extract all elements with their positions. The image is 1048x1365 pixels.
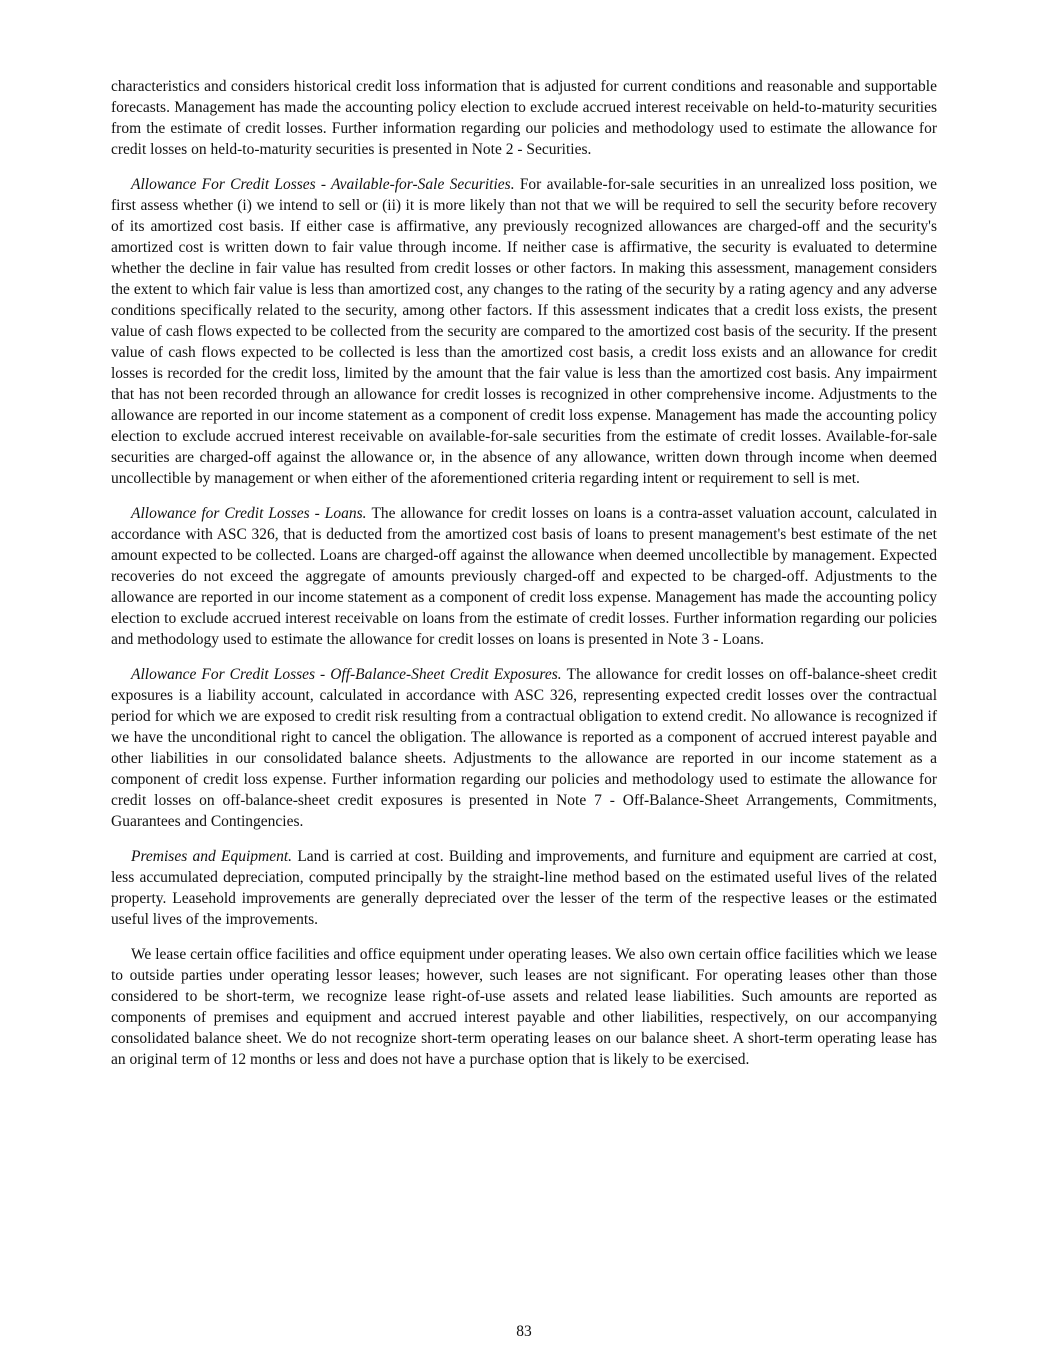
paragraph-off-balance-sheet (111, 664, 937, 832)
document-body (111, 76, 937, 1084)
paragraph-text: The allowance for credit losses on loans is a contra-asset valuation account, calculated in accordance with ASC 326, that is deducted from the amortized cost basis of loans to present management's best estimate of the net amount expected to be collected. Loans are charged-off against the allowance when deemed uncollectible by management. Expected recoveries do not exceed the aggregate of amounts previously charged-off and expected to be charged-off. Adjustments to the allowance are reported in our income statement as a component of credit loss expense. Management has made the accounting policy election to exclude accrued interest receivable on loans from the estimate of credit losses. Further information regarding our policies and methodology used to estimate the allowance for credit losses on loans is presented in Note 3 - Loans. (111, 505, 937, 648)
paragraph-heading: Premises and Equipment. (131, 848, 298, 865)
paragraph-text: For available-for-sale securities in an unrealized loss position, we first assess whether (i) we intend to sell or (ii) it is more likely than not that we will be required to sell the security before recovery of its amortized cost basis. If either case is affirmative, any previously recognized allowances are charged-off and the security's amortized cost is written down to fair value through income. If neither case is affirmative, the security is evaluated to determine whether the decline in fair value has resulted from credit losses or other factors. In making this assessment, management considers the extent to which fair value is less than amortized cost, any changes to the rating of the security by a rating agency and any adverse conditions specifically related to the security, among other factors. If this assessment indicates that a credit loss exists, the present value of cash flows expected to be collected from the security are compared to the amortized cost basis of the security. If the present value of cash flows expected to be collected is less than the amortized cost basis, a credit loss exists and an allowance for credit losses is recorded for the credit loss, limited by the amount that the fair value is less than the amortized cost basis. Any impairment that has not been recorded through an allowance for credit losses is recognized in other comprehensive income. Adjustments to the allowance are reported in our income statement as a component of credit loss expense. Management has made the accounting policy election to exclude accrued interest receivable on available-for-sale securities from the estimate of credit losses. Available-for-sale securities are charged-off against the allowance or, in the absence of any allowance, written down through income when deemed uncollectible by management or when either of the aforementioned criteria regarding intent or requirement to sell is met. (111, 176, 937, 487)
paragraph-text: Land is carried at cost. Building and improvements, and furniture and equipment are carried at cost, less accumulated depreciation, computed principally by the straight-line method based on the estimated useful lives of the related property. Leasehold improvements are generally depreciated over the lesser of the term of the respective leases or the estimated useful lives of the improvements. (111, 848, 938, 928)
page-number: 83 (516, 1323, 532, 1340)
paragraph-heading: Allowance For Credit Losses - Off-Balance-Sheet Credit Exposures. (131, 666, 567, 683)
paragraph-text: characteristics and considers historical credit loss information that is adjusted for current conditions and reasonable and supportable forecasts. Management has made the accounting policy election to exclude accrued interest receivable on held-to-maturity securities from the estimate of credit losses. Further information regarding our policies and methodology used to estimate the allowance for credit losses on held-to-maturity securities is presented in Note 2 - Securities. (111, 78, 937, 158)
paragraph-afs-securities (111, 174, 937, 489)
paragraph-held-to-maturity-continued (111, 76, 937, 160)
paragraph-text: We lease certain office facilities and office equipment under operating leases. We also own certain office facilities which we lease to outside parties under operating lessor leases; however, such leases are not significant. For operating leases other than those considered to be short-term, we recognize lease right-of-use assets and related lease liabilities. Such amounts are reported as components of premises and equipment and accrued interest payable and other liabilities, respectively, on our accompanying consolidated balance sheet. We do not recognize short-term operating leases on our balance sheet. A short-term operating lease has an original term of 12 months or less and does not have a purchase option that is likely to be exercised. (111, 946, 937, 1068)
paragraph-heading: Allowance For Credit Losses - Available-for-Sale Securities. (131, 176, 520, 193)
paragraph-leases (111, 944, 937, 1070)
paragraph-heading: Allowance for Credit Losses - Loans. (131, 505, 372, 522)
paragraph-text: The allowance for credit losses on off-balance-sheet credit exposures is a liability account, calculated in accordance with ASC 326, representing expected credit losses over the contractual period for which we are exposed to credit risk resulting from a contractual obligation to extend credit. No allowance is recognized if we have the unconditional right to cancel the obligation. The allowance is reported as a component of accrued interest payable and other liabilities in our consolidated balance sheets. Adjustments to the allowance are reported in our income statement as a component of credit loss expense. Further information regarding our policies and methodology used to estimate the allowance for credit losses on off-balance-sheet credit exposures is presented in Note 7 - Off-Balance-Sheet Arrangements, Commitments, Guarantees and Contingencies. (111, 666, 937, 830)
paragraph-loans (111, 503, 937, 650)
paragraph-premises-equipment (111, 846, 937, 930)
